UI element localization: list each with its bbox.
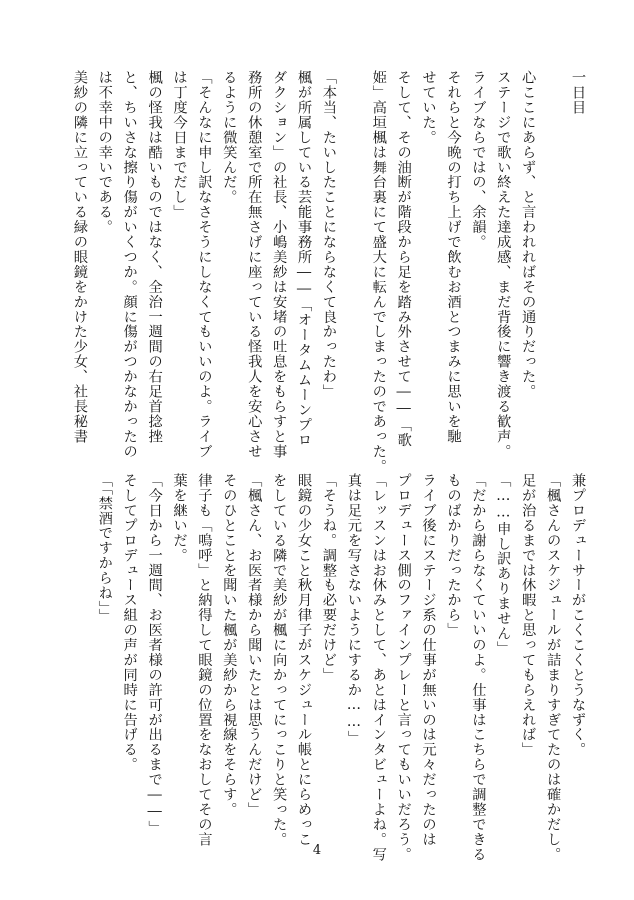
text-line: 「そうね。調整も必要だけど」: [320, 473, 337, 683]
text-line: ダクション」の社長、小嶋美紗は安堵の吐息をもらすと事: [271, 70, 288, 459]
lower-text-column: [92, 473, 590, 862]
text-line: そして、その油断が階段から足を踏み外させて――「歌: [395, 70, 412, 448]
text-line: ものばかりだったから」: [445, 473, 462, 638]
text-line: 一日目: [570, 70, 586, 115]
text-line: 楓の怪我は酷いものではなく、全治一週間の右足首捻挫: [146, 70, 163, 444]
text-line: ライブならではの、余韻。: [470, 70, 487, 250]
text-line: 心ここにあらず、と言われればその通りだった。: [520, 70, 537, 399]
text-line: 足が治るまでは休暇と思ってもらえれば」: [520, 473, 537, 758]
text-line: 「「禁酒ですからね」」: [96, 473, 113, 624]
text-line: と、ちいさな擦り傷がいくつか。顔に傷がつかなかったの: [121, 70, 138, 459]
text-line: 「レッスンはお休みとして、あとはインタビューよね。写: [370, 473, 387, 862]
text-line: プロデュース側のファインプレーと言ってもいいだろう。: [395, 473, 412, 862]
text-line: せていた。: [420, 70, 437, 145]
text-line: それらと今晩の打ち上げで飲むお酒とつまみに思いを馳: [445, 70, 462, 444]
upper-text-column: [67, 70, 590, 474]
text-line: ステージで歌い終えた達成感、まだ背後に響き渡る歓声。: [495, 70, 512, 459]
text-line: 「そんなに申し訳なさそうにしなくてもいいのよ。ライブ: [196, 70, 213, 459]
text-line: 務所の休憩室で所在無さげに座っている怪我人を安心させ: [246, 70, 263, 459]
text-line: 眼鏡の少女こと秋月律子がスケジュール帳とにらめっこ: [296, 473, 313, 847]
text-line: 「だから謝らなくていいのよ。仕事はこちらで調整できる: [470, 473, 487, 862]
text-line: そしてプロデュース組の声が同時に告げる。: [121, 473, 138, 772]
text-line: は不幸中の幸いである。: [96, 70, 113, 235]
text-line: 「楓さん、お医者様から聞いたとは思うんだけど」: [246, 473, 263, 817]
text-line: は丁度今日までだし」: [171, 70, 188, 220]
text-line: 美紗の隣に立っている緑の眼鏡をかけた少女、社長秘書: [71, 70, 88, 444]
blank-line: [341, 70, 366, 445]
text-line: 楓が所属している芸能事務所――「オータムムーンプロ: [296, 70, 313, 448]
text-line: 「……申し訳ありません」: [495, 473, 512, 656]
text-line: そのひとことを聞いた楓が美紗から視線をそらす。: [221, 473, 238, 817]
text-line: 「今日から一週間、お医者様の許可が出るまで――」: [146, 473, 163, 836]
text-line: 葉を継いだ。: [171, 473, 188, 563]
blank-line: [540, 70, 565, 445]
text-line: 姫」高垣楓は舞台裏にて盛大に転んでしまったのであった。: [370, 70, 387, 474]
text-line: 「本当、たいしたことにならなくて良かったわ」: [320, 70, 337, 399]
text-line: 兼プロデューサーがこくこくとうなずく。: [570, 473, 586, 758]
text-line: 真は足元を写さないようにするか……」: [345, 473, 362, 746]
text-line: 「楓さんのスケジュールが詰まりすぎてたのは確かだし。: [545, 473, 562, 862]
text-line: るように微笑んだ。: [221, 70, 238, 205]
text-line: ライブ後にステージ系の仕事が無いのは元々だったのは: [420, 473, 437, 847]
text-line: 律子も「嗚呼」と納得して眼鏡の位置をなおしてその言: [196, 473, 213, 847]
page-number: 4: [312, 843, 322, 858]
text-line: をしている隣で美紗が楓に向かってにっこりと笑った。: [271, 473, 288, 847]
